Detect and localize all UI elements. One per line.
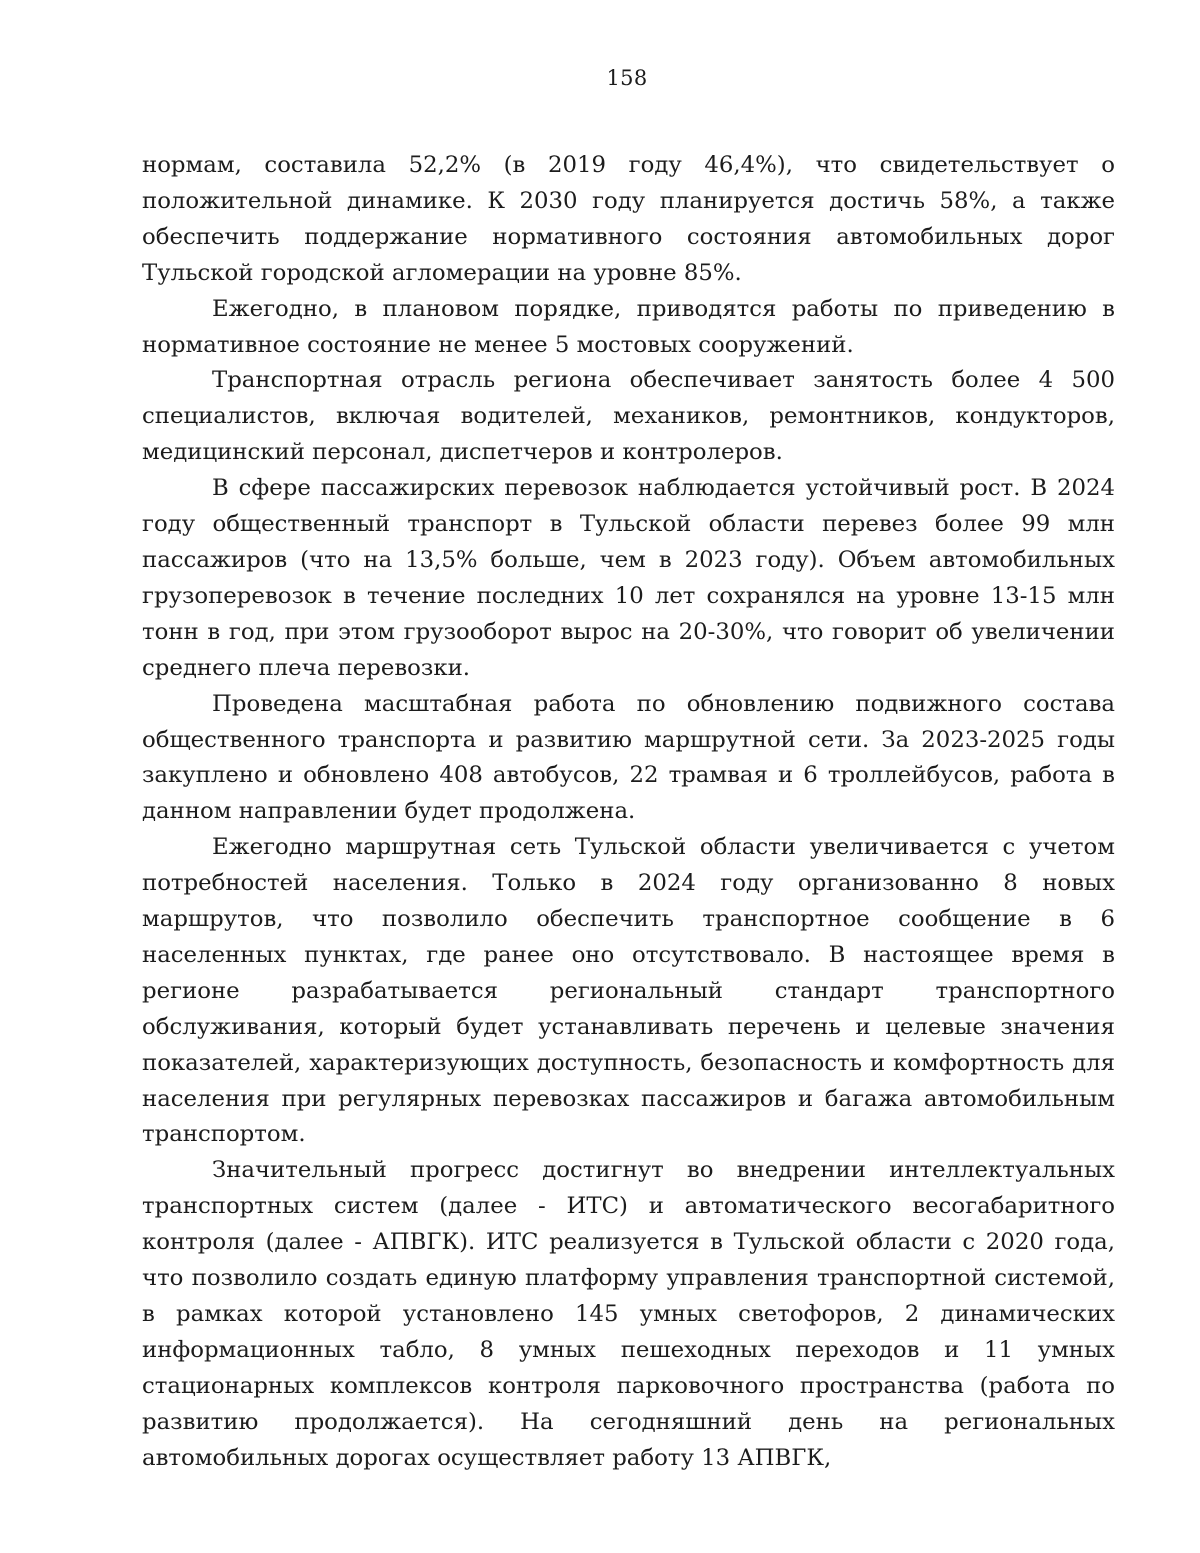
paragraph: Значительный прогресс достигнут во внедрении интеллектуальных транспортных систем (далее - ИТС) и автоматического весогабаритного контроля (далее - АПВГК). ИТС реализуется в Тульской области с 2020 года, что позволило создать единую платформу управления транспортной системой, в рамках которой установлено 145 умных светофоров, 2 динамических информационных табло, 8 умных пешеходных переходов и 11 умных стационарных комплексов контроля парковочного пространства (работа по развитию продолжается). На сегодняшний день на региональных автомобильных дорогах осуществляет работу 13 АПВГК, bbox=[142, 1157, 1115, 1471]
document-body bbox=[142, 148, 1115, 1477]
paragraph: нормам, составила 52,2% (в 2019 году 46,4%), что свидетельствует о положительной динамике. К 2030 году планируется достичь 58%, а также обеспечить поддержание нормативного состояния автомобильных дорог Тульской городской агломерации на уровне 85%. bbox=[142, 152, 1115, 286]
paragraph: Проведена масштабная работа по обновлению подвижного состава общественного транспорта и развитию маршрутной сети. За 2023-2025 годы закуплено и обновлено 408 автобусов, 22 трамвая и 6 троллейбусов, работа в данном направлении будет продолжена. bbox=[142, 690, 1115, 825]
paragraph: Ежегодно, в плановом порядке, приводятся работы по приведению в нормативное состояние не менее 5 мостовых сооружений. bbox=[142, 295, 1115, 358]
page-number: 158 bbox=[606, 66, 648, 90]
paragraph: В сфере пассажирских перевозок наблюдается устойчивый рост. В 2024 году общественный транспорт в Тульской области перевез более 99 млн пассажиров (что на 13,5% больше, чем в 2023 году). Объем автомобильных грузоперевозок в течение последних 10 лет сохранялся на уровне 13-15 млн тонн в год, при этом грузооборот вырос на 20-30%, что говорит об увеличении среднего плеча перевозки. bbox=[142, 475, 1115, 681]
paragraph: Транспортная отрасль региона обеспечивает занятость более 4 500 специалистов, включая водителей, механиков, ремонтников, кондукторов, медицинский персонал, диспетчеров и контролеров. bbox=[142, 367, 1115, 466]
paragraph: Ежегодно маршрутная сеть Тульской области увеличивается с учетом потребностей населения. Только в 2024 году организованно 8 новых маршрутов, что позволило обеспечить транспортное сообщение в 6 населенных пунктах, где ранее оно отсутствовало. В настоящее время в регионе разрабатывается региональный стандарт транспортного обслуживания, который будет устанавливать перечень и целевые значения показателей, характеризующих доступность, безопасность и комфортность для населения при регулярных перевозках пассажиров и багажа автомобильным транспортом. bbox=[142, 834, 1115, 1148]
